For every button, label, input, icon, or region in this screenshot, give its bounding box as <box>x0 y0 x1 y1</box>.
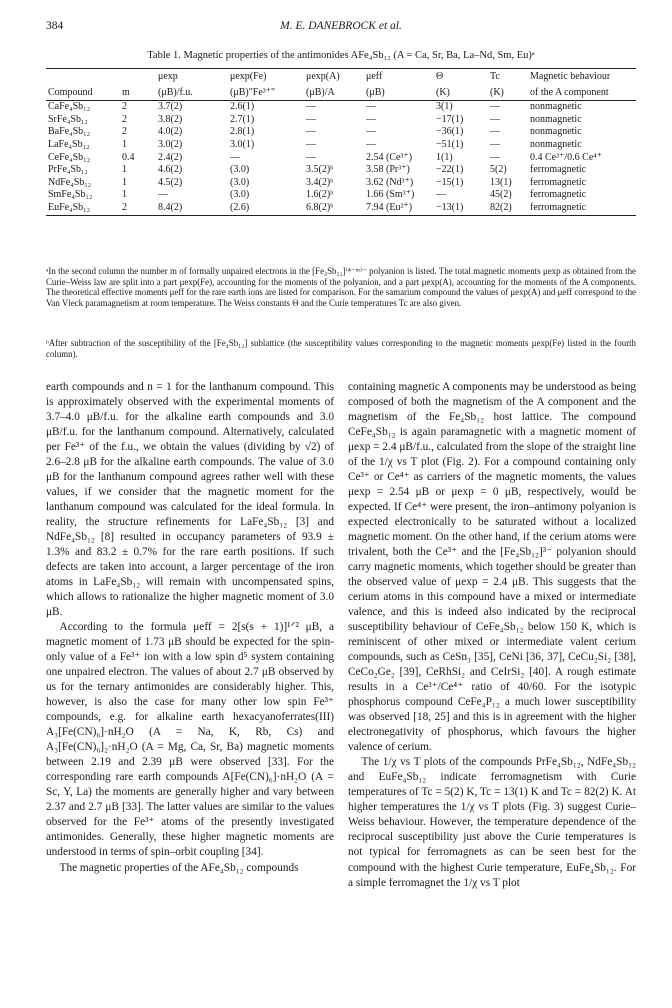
table-cell-m: 2 <box>120 202 156 215</box>
table-body <box>46 101 636 215</box>
table-cell-theta: −51(1) <box>436 138 464 150</box>
table-footnote-a: ᵃIn the second column the number m of formally unpaired electrons in the [Fe₄Sb₁₂]⁽⁴⁻ᵐ⁾⁻ polyanion is listed. The total magnetic moments μexp as obtained from the Curie–Weiss law are split into a part μexp(Fe), accounting for the moments of the polyanion, and a part μexp(A), accounting for the moments of the A components. The theoretical effective moments μeff for the rare earth ions are listed for comparison. For the samarium compound the values of μexp(A) and μeff correspond to the Van Vleck paramagnetism at room temperature. The Weiss constants Θ and the Curie temperatures Tc are also given. <box>46 266 636 308</box>
table-row <box>46 164 636 177</box>
table-cell-mu-exp-fe: (3.0) <box>230 164 250 176</box>
table-header-row-units <box>46 69 636 85</box>
table-cell-mu-exp: 8.4(2) <box>156 202 228 215</box>
table-cell-tc: — <box>490 138 500 150</box>
table-cell-mu-eff: 3.62 (Nd³⁺) <box>366 176 414 188</box>
column-header-theta: (K) <box>434 85 488 101</box>
table-cell-compound: CeFe₄Sb₁₂ <box>48 151 91 163</box>
table-row <box>46 114 636 127</box>
table-cell-magnetic-behaviour: 0.4 Ce³⁺/0.6 Ce⁴⁺ <box>530 151 603 163</box>
body-paragraph: According to the formula μeff = 2[s(s + 1)]¹ᐟ² μB, a magnetic moment of 1.73 μB should be expected for the spin-only value of a Fe³⁺ ion with a low spin d⁵ system containing one unpaired electron. The values of about 2.7 μB observed by us for the ternary antimonides are considerably higher. This, however, is also the case for many other low spin Fe³⁺ compounds, e.g. for alkaline earth hexacyanoferrates(III) A₃[Fe(CN)₆]·nH₂O (A = Na, K, Rb, Cs) and A₃[Fe(CN)₆]₂·nH₂O (A = Mg, Ca, Sr, Ba) magnetic moments between 2.19 and 2.39 μB were observed [33]. For the corresponding rare earth compounds A[Fe(CN)₆]·nH₂O (A = Sc, Y, La) the moments are generally higher and vary between 2.37 and 2.7 μB [33]. The latter values are similar to the values observed for the Fe³⁺ atoms of the presently investigated antimonides. Generally, these higher magnetic moments are understood in terms of spin–orbit coupling [34]. <box>46 621 334 859</box>
table-cell-tc: — <box>490 151 500 163</box>
table-cell-magnetic-behaviour: ferromagnetic <box>530 176 587 188</box>
table-cell-magnetic-behaviour: ferromagnetic <box>528 202 636 215</box>
table-cell-tc: 13(1) <box>490 176 512 188</box>
column-header-mu-exp-a: μexp(A) <box>304 69 364 85</box>
table-cell-compound: NdFe₄Sb₁₂ <box>48 176 92 188</box>
table-caption: Table 1. Magnetic properties of the antimonides AFe₄Sb₁₂ (A = Ca, Sr, Ba, La–Nd, Sm, Eu)ᵃ <box>147 50 535 61</box>
table-cell-m: 2 <box>122 101 127 113</box>
table-cell-theta: −36(1) <box>436 126 464 138</box>
table-cell-mu-exp-a: 3.5(2)ᵇ <box>306 164 334 176</box>
table-row <box>46 177 636 190</box>
body-paragraph: earth compounds and n = 1 for the lanthanum compound. This is approximately observed with the experimental moments of 3.7–4.0 μB/f.u. for the alkaline earth compounds and 3.0 μB/f.u. for the lanthanum compound. Alternatively, calculated per Fe³⁺ of the f.u., we obtain the values (dividing by √2) of 2.6–2.8 μB for the alkaline earth compounds. The value of 3.0 μB for the lanthanum compound agrees rather well with these values, if we consider that the magnetic moment for the lanthanum compound was calculated for the ideal formula. In reality, the structure refinements for LaFe₄Sb₁₂ [3] and NdFe₄Sb₁₂ [8] resulted in occupancy parameters of 93.9 ± 1.3% and 83.2 ± 0.7% for the rare earth positions. If such defects are taken into account, a larger percentage of the iron atoms in LaFe₄Sb₁₂ will remain with uncompensated spins, which allows to rationalize the higher magnetic moment of 3.0 μB. <box>46 381 334 619</box>
table-cell-mu-eff: — <box>366 113 376 125</box>
table-cell-magnetic-behaviour: ferromagnetic <box>530 164 587 176</box>
table-footnote-b: ᵇAfter subtraction of the susceptibility of the [Fe₄Sb₁₂] sublattice (the susceptibility values corresponding to the magnetic moments μexp(Fe) listed in the fourth column). <box>46 338 636 359</box>
table-cell-mu-eff: 7.94 (Eu²⁺) <box>364 202 434 215</box>
column-header-mu-exp: (μB)/f.u. <box>156 85 228 101</box>
table-cell-mu-exp: — <box>158 189 168 201</box>
table-cell-mu-exp-fe: (2.6) <box>228 202 304 215</box>
body-paragraph: containing magnetic A components may be understood as being composed of both the magnetism of the A component and the magnetism of the Fe₄Sb₁₂ host lattice. The compound CeFe₄Sb₁₂ is again paramagnetic with a magnetic moment of μexp = 2.4 μB/f.u., calculated from the slope of the straight line of the 1/χ vs T plot (Fig. 2). For a compound containing only Ce³⁺ or Ce⁴⁺ as carriers of the magnetic moments, the values μexp = 2.54 μB or μexp = 0 μB, respectively, would be expected. If Ce⁴⁺ were present, the iron–antimony polyanion is expected electronically to be saturated without a localized magnetic moment. On the other hand, if the cerium atoms were trivalent, both the Ce³⁺ and the [Fe₄Sb₁₂]³⁻ polyanion should carry magnetic moments, which together should be greater than the observed value of μexp = 2.4 μB. This suggests that the cerium atoms in this compound have a mixed or intermediate valence, and this is indeed also indicated by the reciprocal susceptibility behaviour of CeFe₄Sb₁₂ below 150 K, which is reminiscent of other mixed or intermediate valent cerium compounds, such as CeSn₃ [35], CeNi [36, 37], CeCu₂Si₂ [38], CeCo₂Ge₂ [39], CeRhSi₂ and CeIrSi₂ [40]. A rough estimate results in a Ce³⁺/Ce⁴⁺ ratio of 40/60. For the isotypic phosphorus compound CeFe₄P₁₂ a much lower susceptibility was observed [18, 25] and this is in agreement with the higher electronegativity of phosphorus, which favours the higher valence of cerium. <box>348 381 637 754</box>
column-header-m <box>120 69 156 85</box>
table-cell-theta: −22(1) <box>436 164 464 176</box>
table-cell-tc: 82(2) <box>488 202 528 215</box>
table-cell-mu-exp-a: 1.6(2)ᵇ <box>306 189 334 201</box>
table-cell-magnetic-behaviour: nonmagnetic <box>530 101 582 113</box>
table-cell-mu-exp: 4.6(2) <box>158 164 183 176</box>
table-cell-mu-eff: 3.58 (Pr³⁺) <box>366 164 410 176</box>
table-cell-tc: 45(2) <box>490 189 512 201</box>
column-header-mu-eff: (μB) <box>364 85 434 101</box>
table-cell-magnetic-behaviour: nonmagnetic <box>530 126 582 138</box>
running-header <box>46 20 636 36</box>
table-cell-mu-exp-a: — <box>306 126 316 138</box>
table-header-row-labels <box>46 85 636 101</box>
table-cell-mu-exp: 3.7(2) <box>158 101 183 113</box>
table-cell-mu-exp: 4.0(2) <box>158 126 183 138</box>
table-cell-mu-exp-fe: 2.7(1) <box>230 113 255 125</box>
table-cell-m: 2 <box>122 126 127 138</box>
column-header-theta: Θ <box>434 69 488 85</box>
table-cell-theta: −15(1) <box>436 176 464 188</box>
table-cell-tc: — <box>490 126 500 138</box>
table-cell-theta: −13(1) <box>434 202 488 215</box>
table-cell-mu-exp: 2.4(2) <box>158 151 183 163</box>
body-paragraph: The 1/χ vs T plots of the compounds PrFe₄Sb₁₂, NdFe₄Sb₁₂ and EuFe₄Sb₁₂ indicate ferromagnetism with Curie temperatures of Tc = 5(2) K, Tc = 13(1) K and Tc = 82(2) K. At higher temperatures the 1/χ vs T plots (Fig. 3) suggest Curie–Weiss behaviour. However, the temperature dependence of the reciprocal susceptibility just above the Curie temperatures is not typical for ferromagnets as can be seen best for the compound with the highest Curie temperature, EuFe₄Sb₁₂. For a simple ferromagnet the 1/χ vs T plot <box>348 756 636 889</box>
body-column-right <box>348 380 636 891</box>
table-row <box>46 152 636 165</box>
table-cell-mu-exp-a: — <box>306 151 316 163</box>
table-cell-mu-exp: 4.5(2) <box>158 176 183 188</box>
table-cell-m: 1 <box>122 164 127 176</box>
table-cell-m: 1 <box>122 189 127 201</box>
table-cell-mu-eff: — <box>366 138 376 150</box>
column-header-tc: (K) <box>488 85 528 101</box>
column-header-mu-exp-fe: (μB)"Fe³⁺" <box>228 85 304 101</box>
table-cell-mu-eff: 2.54 (Ce³⁺) <box>366 151 413 163</box>
table-cell-theta: — <box>436 189 446 201</box>
column-header-magnetic-behaviour: Magnetic behaviour <box>528 69 636 85</box>
table-cell-compound: PrFe₄Sb₁₂ <box>48 164 88 176</box>
table-cell-compound: SrFe₄Sb₁₂ <box>48 113 88 125</box>
table-cell-magnetic-behaviour: ferromagnetic <box>530 189 587 201</box>
table-cell-m: 1 <box>122 138 127 150</box>
column-header-magnetic-behaviour: of the A component <box>528 85 636 101</box>
table-cell-m: 2 <box>122 113 127 125</box>
column-header-mu-exp-fe: μexp(Fe) <box>228 69 304 85</box>
table-cell-mu-eff: — <box>366 101 376 113</box>
column-header-mu-exp: μexp <box>156 69 228 85</box>
table-cell-magnetic-behaviour: nonmagnetic <box>530 113 582 125</box>
column-header-mu-exp-a: (μB)/A <box>304 85 364 101</box>
table-row <box>46 189 636 202</box>
table-cell-mu-exp-fe: (3.0) <box>230 189 250 201</box>
table-cell-compound: EuFe₄Sb₁₂ <box>46 202 120 215</box>
body-column-left <box>46 380 334 876</box>
table-row <box>46 101 636 114</box>
column-header-tc: Tc <box>488 69 528 85</box>
table-cell-theta: 1(1) <box>436 151 453 163</box>
column-header-compound: Compound <box>46 85 120 101</box>
table-cell-mu-exp-fe: (3.0) <box>230 176 250 188</box>
table-cell-m: 0.4 <box>122 151 135 163</box>
table-cell-theta: 3(1) <box>436 101 453 113</box>
page-number: 384 <box>46 20 64 32</box>
table-cell-mu-exp-fe: 3.0(1) <box>230 138 255 150</box>
table-cell-mu-exp-fe: — <box>230 151 240 163</box>
column-header-m: m <box>120 85 156 101</box>
table-cell-mu-eff: 1.66 (Sm³⁺) <box>366 189 415 201</box>
table-cell-compound: CaFe₄Sb₁₂ <box>48 101 91 113</box>
table-cell-theta: −17(1) <box>436 113 464 125</box>
table-cell-mu-exp: 3.0(2) <box>158 138 183 150</box>
table-cell-compound: BaFe₄Sb₁₂ <box>48 126 91 138</box>
magnetic-properties-table <box>46 68 636 216</box>
table-cell-compound: SmFe₄Sb₁₂ <box>48 189 93 201</box>
table-row <box>46 202 636 215</box>
table-cell-mu-eff: — <box>366 126 376 138</box>
table-cell-mu-exp-fe: 2.8(1) <box>230 126 255 138</box>
table-cell-compound: LaFe₄Sb₁₂ <box>48 138 90 150</box>
table-cell-m: 1 <box>122 176 127 188</box>
body-paragraph: The magnetic properties of the AFe₄Sb₁₂ compounds <box>59 861 299 874</box>
table-cell-tc: — <box>490 113 500 125</box>
table-cell-mu-exp-a: — <box>306 138 316 150</box>
table-cell-mu-exp-a: 3.4(2)ᵇ <box>306 176 334 188</box>
running-authors: M. E. DANEBROCK et al. <box>280 20 402 32</box>
table-cell-mu-exp-a: — <box>306 101 316 113</box>
table-cell-mu-exp-a: — <box>306 113 316 125</box>
table-row <box>46 126 636 139</box>
table-cell-tc: 5(2) <box>490 164 507 176</box>
column-header-compound <box>46 69 120 85</box>
table-cell-mu-exp-fe: 2.6(1) <box>230 101 255 113</box>
table-cell-mu-exp: 3.8(2) <box>158 113 183 125</box>
table-cell-tc: — <box>490 101 500 113</box>
table-row <box>46 139 636 152</box>
column-header-mu-eff: μeff <box>364 69 434 85</box>
table-cell-magnetic-behaviour: nonmagnetic <box>530 138 582 150</box>
table-cell-mu-exp-a: 6.8(2)ᵇ <box>304 202 364 215</box>
